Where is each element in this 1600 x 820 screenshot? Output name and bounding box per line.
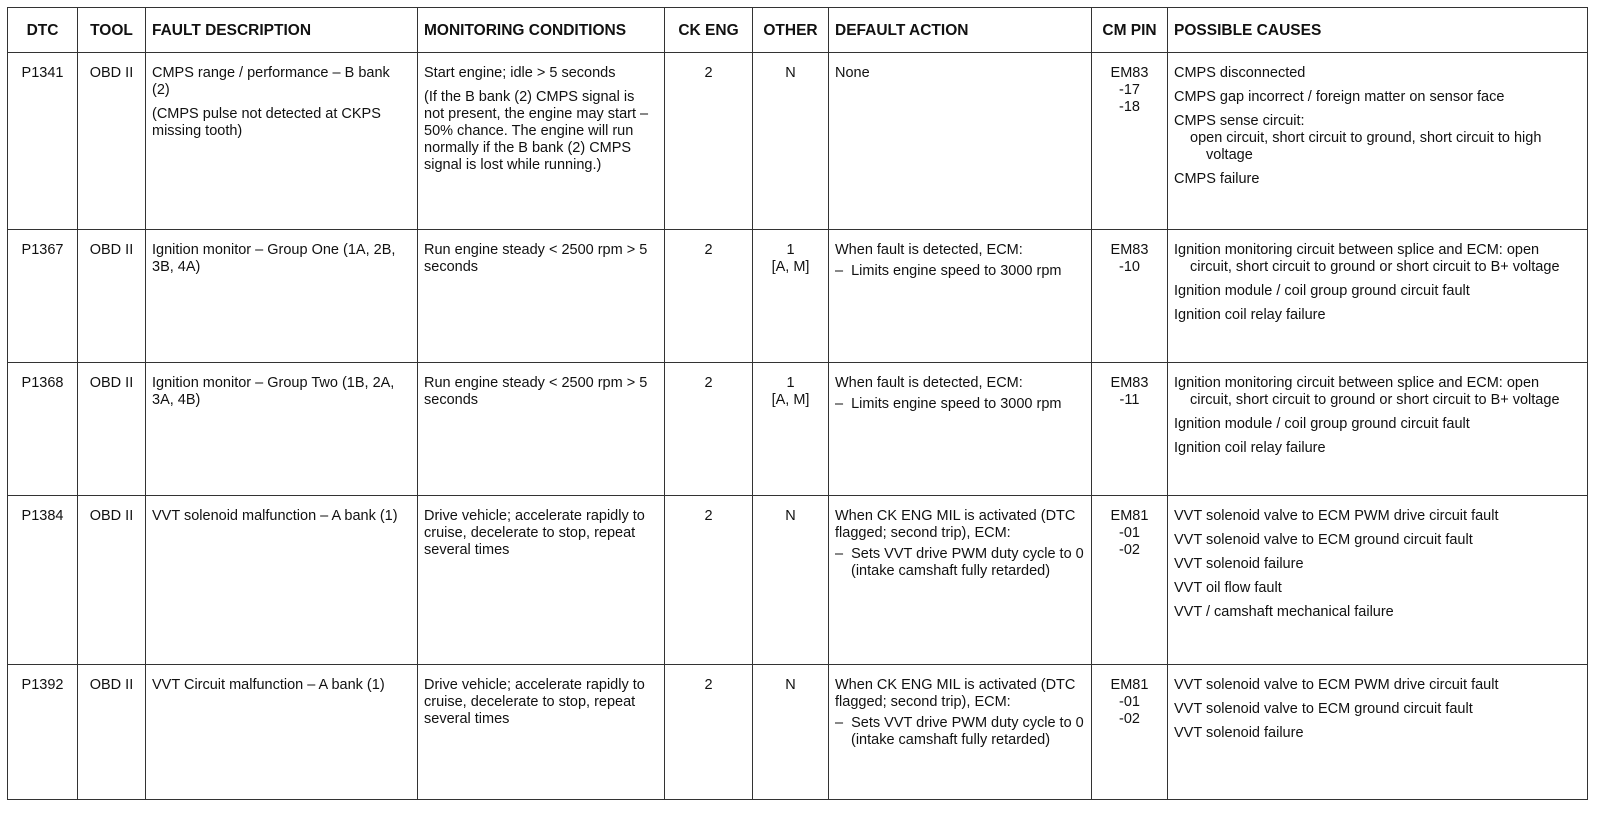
pin-connector: EM83 [1110,242,1149,258]
table-row [8,230,1588,363]
header-dtc: DTC [8,8,78,53]
header-fault-description: FAULT DESCRIPTION [146,8,418,53]
pin-number: -10 [1119,259,1140,275]
dtc-cell: P1392 [8,665,78,800]
header-cm-pin: CM PIN [1092,8,1168,53]
tool-cell: OBD II [78,230,146,363]
monitoring-text: Drive vehicle; accelerate rapidly to cruise, decelerate to stop, repeat several times [424,677,645,727]
cause-item: CMPS gap incorrect / foreign matter on sensor face [1174,89,1505,105]
table-row [8,665,1588,800]
other-cell [753,363,829,496]
tool-cell: OBD II [78,496,146,665]
fault-cell [146,665,418,800]
cm-pin-cell [1092,496,1168,665]
cause-item [1174,113,1581,164]
table-row [8,496,1588,665]
cause-item [1174,725,1581,742]
fault-text: VVT solenoid malfunction – A bank (1) [152,508,398,524]
other-value: N [785,65,796,81]
cause-item: VVT solenoid valve to ECM PWM drive circuit fault [1174,508,1499,524]
other-cell [753,53,829,230]
dtc-table [7,7,1588,800]
ck-eng-cell: 2 [665,363,753,496]
fault-text: Ignition monitor – Group Two (1B, 2A, 3A, 4B) [152,375,395,408]
cause-item: Ignition monitoring circuit between splice and ECM: open circuit, short circuit to ground or short circuit to B+ voltage [1174,242,1560,275]
monitoring-text: Start engine; idle > 5 seconds [424,65,616,81]
monitoring-cell [418,363,665,496]
action-intro: When fault is detected, ECM: [835,375,1023,391]
header-monitoring-conditions: MONITORING CONDITIONS [418,8,665,53]
header-possible-causes: POSSIBLE CAUSES [1168,8,1588,53]
cause-item: VVT solenoid valve to ECM PWM drive circuit fault [1174,677,1499,693]
other-value: N [785,677,796,693]
cause-item: VVT oil flow fault [1174,580,1282,596]
pin-connector: EM83 [1110,65,1149,81]
other-sub: [A, M] [771,259,810,275]
fault-text: CMPS range / performance – B bank (2) [152,65,390,98]
pin-connector: EM83 [1110,375,1149,391]
cause-item: Ignition module / coil group ground circuit fault [1174,283,1470,299]
cause-item: VVT solenoid valve to ECM ground circuit fault [1174,532,1473,548]
table-row [8,53,1588,230]
default-action-cell [829,230,1092,363]
pin-number: -02 [1119,542,1140,558]
action-item: – Limits engine speed to 3000 rpm [835,396,1062,412]
default-action-cell [829,363,1092,496]
default-action-cell [829,53,1092,230]
pin-connector: EM81 [1110,677,1149,693]
cause-item: CMPS failure [1174,171,1260,187]
cm-pin-cell [1092,230,1168,363]
ck-eng-cell: 2 [665,230,753,363]
dtc-cell: P1384 [8,496,78,665]
pin-number: -02 [1119,711,1140,727]
monitoring-cell [418,665,665,800]
pin-connector: EM81 [1110,508,1149,524]
action-item: – Limits engine speed to 3000 rpm [835,263,1062,279]
cause-text: VVT solenoid failure [1174,725,1304,741]
cm-pin-cell [1092,665,1168,800]
monitoring-cell [418,496,665,665]
cm-pin-cell [1092,53,1168,230]
header-other: OTHER [753,8,829,53]
cause-item: Ignition module / coil group ground circuit fault [1174,416,1470,432]
cause-item: Ignition monitoring circuit between splice and ECM: open circuit, short circuit to ground or short circuit to B+ voltage [1174,375,1560,408]
header-tool: TOOL [78,8,146,53]
fault-text: Ignition monitor – Group One (1A, 2B, 3B, 4A) [152,242,396,275]
dtc-cell: P1341 [8,53,78,230]
default-action-cell [829,496,1092,665]
pin-number: -11 [1119,392,1140,408]
other-value: 1 [786,242,795,258]
monitoring-cell [418,53,665,230]
fault-cell [146,53,418,230]
causes-cell [1168,363,1588,496]
header-ck-eng: CK ENG [665,8,753,53]
action-intro: When CK ENG MIL is activated (DTC flagged; second trip), ECM: [835,677,1076,710]
action-intro: None [835,65,870,81]
cause-item [1174,556,1581,573]
cause-item: VVT / camshaft mechanical failure [1174,604,1394,620]
fault-cell [146,230,418,363]
cause-text: VVT solenoid failure [1174,556,1304,572]
dtc-cell: P1368 [8,363,78,496]
pin-number: -18 [1119,99,1140,115]
action-intro: When fault is detected, ECM: [835,242,1023,258]
causes-cell [1168,53,1588,230]
cause-text: Ignition coil relay failure [1174,307,1326,323]
fault-note: (CMPS pulse not detected at CKPS missing tooth) [152,106,381,139]
ck-eng-cell: 2 [665,496,753,665]
other-value: N [785,508,796,524]
monitoring-cell [418,230,665,363]
monitoring-text: Run engine steady < 2500 rpm > 5 seconds [424,375,648,408]
pin-number: -01 [1119,525,1140,541]
other-cell [753,230,829,363]
fault-cell [146,363,418,496]
cause-item: CMPS disconnected [1174,65,1306,81]
dtc-cell: P1367 [8,230,78,363]
cause-sub: open circuit, short circuit to ground, short circuit to high voltage [1190,130,1542,163]
default-action-cell [829,665,1092,800]
fault-text: VVT Circuit malfunction – A bank (1) [152,677,385,693]
causes-cell [1168,496,1588,665]
causes-cell [1168,230,1588,363]
pin-number: -17 [1119,82,1140,98]
other-sub: [A, M] [771,392,810,408]
ck-eng-cell: 2 [665,665,753,800]
tool-cell: OBD II [78,53,146,230]
cause-text: CMPS sense circuit: [1174,113,1305,129]
other-cell [753,496,829,665]
causes-cell [1168,665,1588,800]
cause-item: VVT solenoid valve to ECM ground circuit fault [1174,701,1473,717]
tool-cell: OBD II [78,363,146,496]
action-item: – Sets VVT drive PWM duty cycle to 0 (intake camshaft fully retarded) [835,546,1084,579]
action-item: – Sets VVT drive PWM duty cycle to 0 (intake camshaft fully retarded) [835,715,1084,748]
header-row [8,8,1588,53]
cause-item [1174,440,1581,457]
monitoring-note: (If the B bank (2) CMPS signal is not present, the engine may start – 50% chance. The engine will run normally if the B bank (2) CMPS signal is lost while running.) [424,89,649,173]
monitoring-text: Drive vehicle; accelerate rapidly to cruise, decelerate to stop, repeat several times [424,508,645,558]
monitoring-text: Run engine steady < 2500 rpm > 5 seconds [424,242,648,275]
cm-pin-cell [1092,363,1168,496]
fault-cell [146,496,418,665]
other-cell [753,665,829,800]
header-default-action: DEFAULT ACTION [829,8,1092,53]
pin-number: -01 [1119,694,1140,710]
action-intro: When CK ENG MIL is activated (DTC flagged; second trip), ECM: [835,508,1076,541]
tool-cell: OBD II [78,665,146,800]
cause-item [1174,307,1581,324]
table-row [8,363,1588,496]
cause-text: Ignition coil relay failure [1174,440,1326,456]
ck-eng-cell: 2 [665,53,753,230]
other-value: 1 [786,375,795,391]
